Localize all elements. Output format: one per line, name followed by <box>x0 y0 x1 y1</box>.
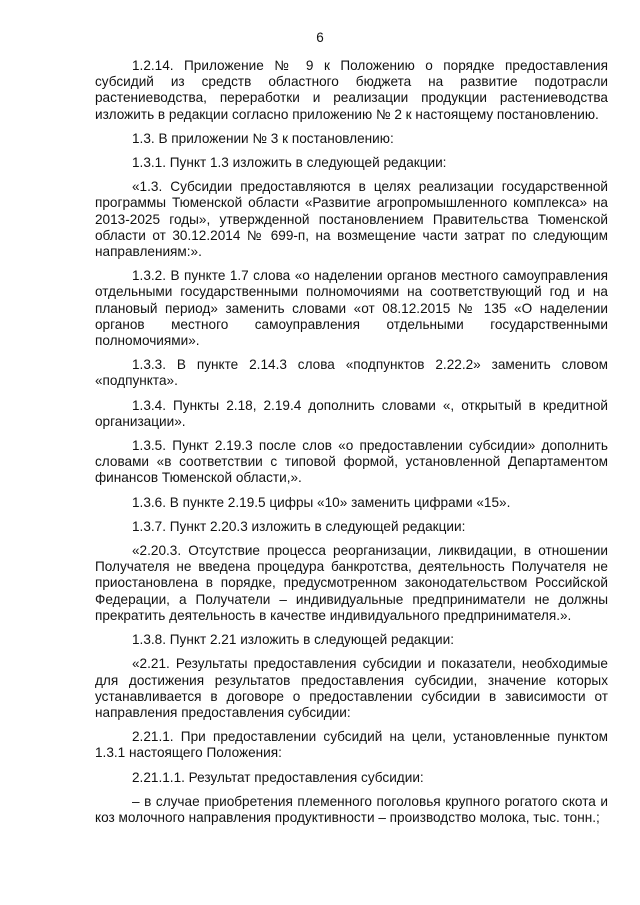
paragraph-1-3-5: 1.3.5. Пункт 2.19.3 после слов «о предоставлении субсидии» дополнить словами «в соответствии с типовой формой, установленной Департаментом финансов Тюменской области,». <box>95 438 608 486</box>
paragraph-1-3-7: 1.3.7. Пункт 2.20.3 изложить в следующей редакции: <box>132 518 466 534</box>
paragraph-1-3: 1.3. В приложении № 3 к постановлению: <box>132 130 394 146</box>
paragraph-quote-1-3: «1.3. Субсидии предоставляются в целях реализации государственной программы Тюменской области «Развитие агропромышленного комплекса» на 2013-2025 годы», утвержденной постановлением Правительства Тюменской области от 30.12.2014 № 699-п, на возмещение части затрат по следующим направлениям:». <box>95 179 608 260</box>
document-body <box>95 58 608 834</box>
paragraph-2-21-1: 2.21.1. При предоставлении субсидий на цели, установленные пунктом 1.3.1 настоящего Положения: <box>95 729 608 761</box>
paragraph-quote-2-21: «2.21. Результаты предоставления субсидии и показатели, необходимые для достижения результатов предоставления субсидии, значение которых устанавливается в договоре о предоставлении субсидии в зависимости от направления предоставления субсидии: <box>95 656 608 720</box>
paragraph-1-3-2: 1.3.2. В пункте 1.7 слова «о наделении органов местного самоуправления отдельными государственными полномочиями на соответствующий год и на плановый период» заменить словами «от 08.12.2015 № 135 «О наделении органов местного самоуправления отдельными государственными полномочиями». <box>95 268 608 349</box>
paragraph-1-2-14: 1.2.14. Приложение № 9 к Положению о порядке предоставления субсидий из средств областного бюджета на развитие подотрасли растениеводства, переработки и реализации продукции растениеводства изложить в редакции согласно приложению № 2 к настоящему постановлению. <box>95 58 608 122</box>
paragraph-1-3-3: 1.3.3. В пункте 2.14.3 слова «подпунктов 2.22.2» заменить словом «подпункта». <box>95 357 608 389</box>
paragraph-1-3-8: 1.3.8. Пункт 2.21 изложить в следующей редакции: <box>132 632 455 648</box>
page-number: 6 <box>316 30 324 45</box>
paragraph-quote-2-20-3: «2.20.3. Отсутствие процесса реорганизации, ликвидации, в отношении Получателя не введена процедура банкротства, деятельность Получателя не приостановлена в порядке, предусмотренном законодательством Российской Федерации, а Получатели – индивидуальные предприниматели не должны прекратить деятельность в качестве индивидуального предпринимателя.». <box>95 543 608 623</box>
paragraph-1-3-1: 1.3.1. Пункт 1.3 изложить в следующей редакции: <box>132 155 447 171</box>
paragraph-1-3-6: 1.3.6. В пункте 2.19.5 цифры «10» заменить цифрами «15». <box>132 494 511 510</box>
paragraph-1-3-4: 1.3.4. Пункты 2.18, 2.19.4 дополнить словами «, открытый в кредитной организации». <box>95 397 608 429</box>
paragraph-dash-item: – в случае приобретения племенного поголовья крупного рогатого скота и коз молочного направления продуктивности – производство молока, тыс. тонн.; <box>95 793 608 825</box>
paragraph-2-21-1-1: 2.21.1.1. Результат предоставления субсидии: <box>132 769 424 785</box>
